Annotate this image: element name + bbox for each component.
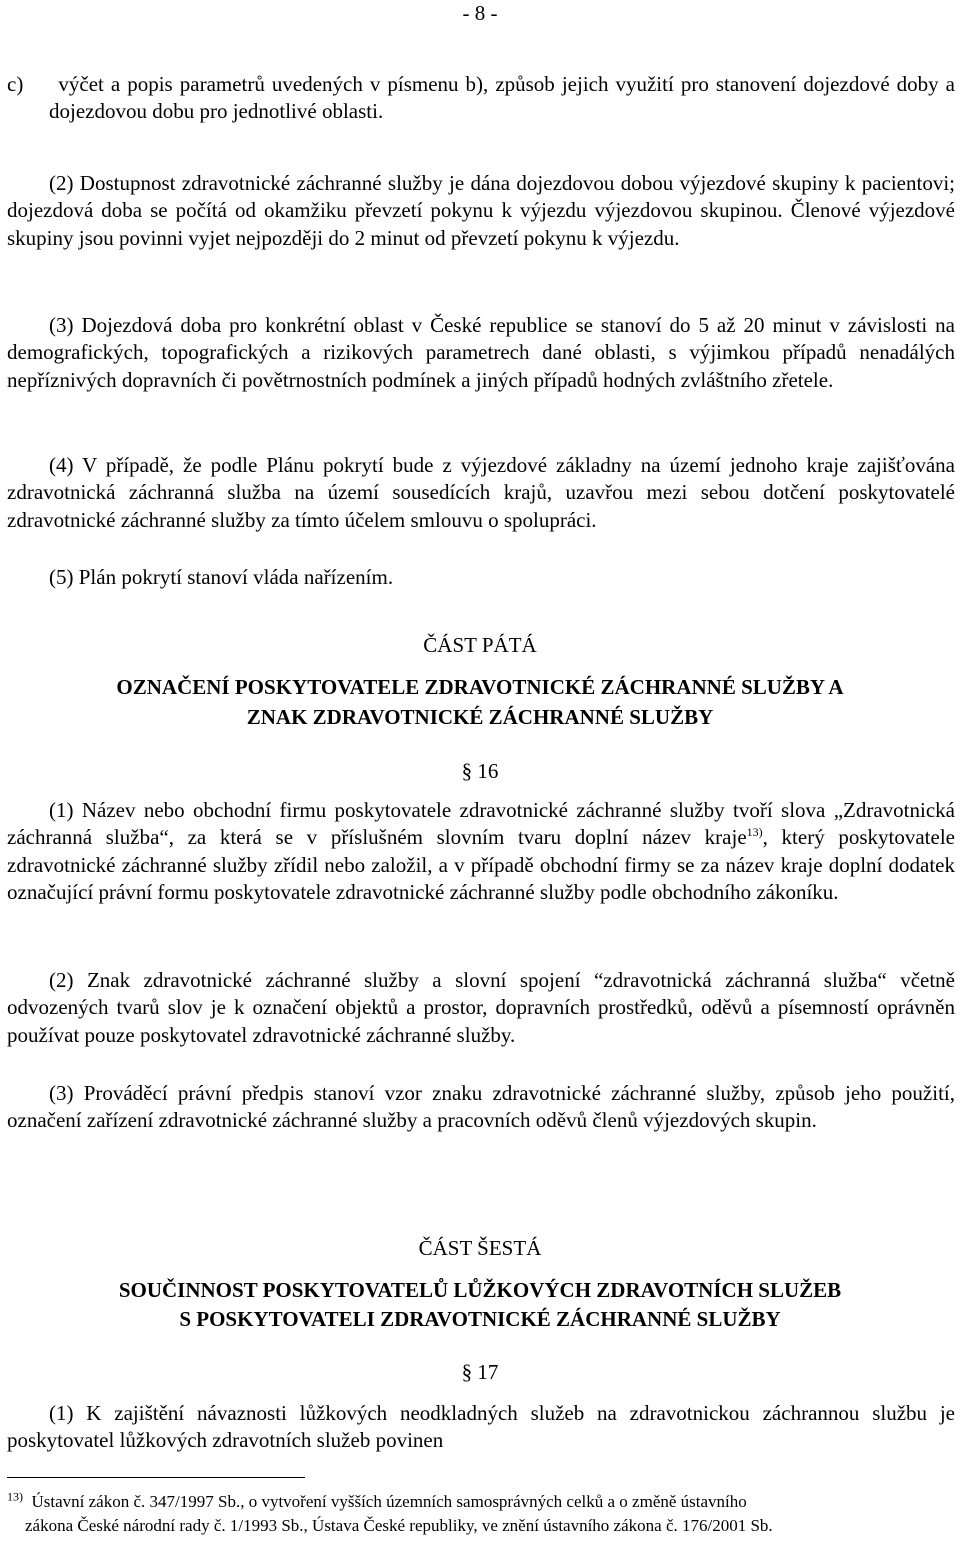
part-six-title-line2: S POSKYTOVATELI ZDRAVOTNICKÉ ZÁCHRANNÉ SLUŽBY [179, 1307, 781, 1331]
footnote-line-1 [7, 1489, 955, 1514]
section-16-paragraph-3: (3) Prováděcí právní předpis stanoví vzor znaku zdravotnické záchranné služby, způsob jeho použití, označení zařízení zdravotnické záchranné služby a pracovních oděvů členů výjezdových skupin. [7, 1081, 955, 1133]
paragraph-4: (4) V případě, že podle Plánu pokrytí bude z výjezdové základny na území jednoho kraje zajišťována zdravotnická záchranná služba na území sousedících krajů, uzavřou mezi sebou dotčení poskytovatelé zdravotnické záchranné služby za tímto účelem smlouvu o spolupráci. [7, 453, 955, 532]
paragraph-c: c) výčet a popis parametrů uvedených v písmenu b), způsob jejich využití pro stanovení dojezdové doby a dojezdovou dobu pro jednotlivé oblasti. [7, 72, 955, 124]
page-number: - 8 - [462, 1, 498, 25]
paragraph-5: (5) Plán pokrytí stanoví vláda nařízením. [49, 565, 394, 589]
part-six-heading: ČÁST ŠESTÁ [418, 1236, 542, 1260]
s16-p1-text-a: (1) Název nebo obchodní firmu poskytovatele zdravotnické záchranné služby tvoří slova „Zdravotnická záchranná služba“, za která se v příslušném slovním tvaru doplní název kraje [7, 798, 955, 850]
s16-p1-text-b: , který poskytovatele zdravotnické záchranné služby zřídil nebo založil, a v případě obchodní firmy se za název kraje doplní dodatek označující právní formu poskytovatele zdravotnické záchranné služby podle obchodního zákoníku. [7, 825, 955, 905]
footnote-mark: 13) [7, 1489, 23, 1504]
part-six-title-line1: SOUČINNOST POSKYTOVATELŮ LŮŽKOVÝCH ZDRAVOTNÍCH SLUŽEB [118, 1278, 842, 1302]
footnote-line-2: zákona České národní rady č. 1/1993 Sb., Ústava České republiky, ve znění ústavního zákona č. 176/2001 Sb. [25, 1516, 773, 1535]
part-five-title-line1: OZNAČENÍ POSKYTOVATELE ZDRAVOTNICKÉ ZÁCHRANNÉ SLUŽBY A [116, 675, 844, 699]
section-16-heading: § 16 [461, 759, 499, 783]
footnote-text-1: Ústavní zákon č. 347/1997 Sb., o vytvoření vyšších územních samosprávných celků a o změně ústavního [31, 1492, 747, 1511]
footnote-separator [7, 1477, 305, 1478]
part-five-title-line2: ZNAK ZDRAVOTNICKÉ ZÁCHRANNÉ SLUŽBY [246, 705, 714, 729]
paragraph-3: (3) Dojezdová doba pro konkrétní oblast v České republice se stanoví do 5 až 20 minut v závislosti na demografických, topografických a rizikových parametrech dané oblasti, s výjimkou případů nenadálých nepříznivých dopravních či povětrnostních podmínek a jiných případů hodných zvláštního zřetele. [7, 313, 955, 392]
paragraph-2: (2) Dostupnost zdravotnické záchranné služby je dána dojezdovou dobou výjezdové skupiny k pacientovi; dojezdová doba se počítá od okamžiku převzetí pokynu k výjezdu výjezdovou skupinou. Členové výjezdové skupiny jsou povinni vyjet nejpozději do 2 minut od převzetí pokynu k výjezdu. [7, 171, 955, 250]
section-16-paragraph-2: (2) Znak zdravotnické záchranné služby a slovní spojení “zdravotnická záchranná služba“ včetně odvozených tvarů slov je k označení objektů a prostor, dopravních prostředků, oděvů a písemností oprávněn používat pouze poskytovatel zdravotnické záchranné služby. [7, 968, 955, 1047]
part-five-heading: ČÁST PÁTÁ [423, 633, 537, 657]
section-16-paragraph-1 [7, 797, 955, 907]
section-17-heading: § 17 [461, 1360, 499, 1384]
section-17-paragraph-1: (1) K zajištění návaznosti lůžkových neodkladných služeb na zdravotnickou záchrannou službu je poskytovatel lůžkových zdravotních služeb povinen [7, 1401, 955, 1453]
footnote-reference: 13) [746, 825, 763, 840]
